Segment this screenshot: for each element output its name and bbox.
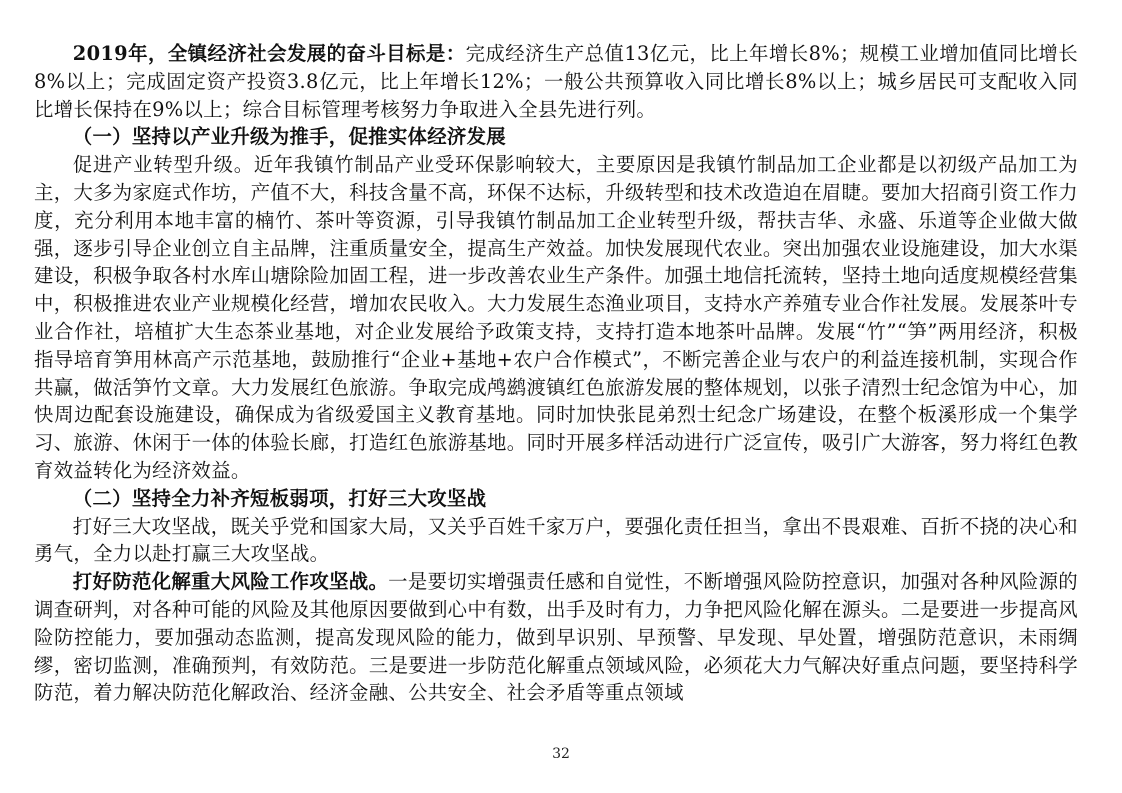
- section1-heading: （一）坚持以产业升级为推手，促推实体经济发展: [72, 125, 506, 149]
- intro-text: 完成经济生产总值13亿元，比上年增长8%；规模工业增加值同比增长8%以上；完成固定资产投资3.8亿元，比上年增长12%；一般公共预算收入同比增长8%以上；城乡居民可支配收入同比增长保持在9%以上；综合目标管理考核努力争取进入全县先进行列。: [34, 42, 1078, 121]
- section2-sub-paragraph: [34, 568, 1078, 707]
- section2-sub-text: 一是要切实增强责任感和自觉性，不断增强风险防控意识，加强对各种风险源的调查研判，对各种可能的风险及其他原因要做到心中有数，出手及时有力，力争把风险化解在源头。二是要进一步提高风险防控能力，要加强动态监测，提高发现风险的能力，做到早识别、早预警、早发现、早处置，增强防范意识，未雨绸缪，密切监测，准确预判，有效防范。三是要进一步防范化解重点领域风险，必须花大力气解决好重点问题，要坚持科学防范，着力解决防范化解政治、经济金融、公共安全、社会矛盾等重点领域: [34, 570, 1078, 705]
- intro-paragraph: [34, 40, 1078, 123]
- page-number: 32: [552, 746, 570, 762]
- intro-lead: 2019年，全镇经济社会发展的奋斗目标是：: [72, 42, 466, 65]
- section2-sub-lead: 打好防范化解重大风险工作攻坚战。: [72, 570, 389, 594]
- section1-paragraph: 促进产业转型升级。近年我镇竹制品产业受环保影响较大，主要原因是我镇竹制品加工企业都是以初级产品加工为主，大多为家庭式作坊，产值不大，科技含量不高，环保不达标，升级转型和技术改造迫在眉睫。要加大招商引资工作力度，充分利用本地丰富的楠竹、茶叶等资源，引导我镇竹制品加工企业转型升级，帮扶吉华、永盛、乐道等企业做大做强，逐步引导企业创立自主品牌，注重质量安全，提高生产效益。加快发展现代农业。突出加强农业设施建设，加大水渠建设，积极争取各村水库山塘除险加固工程，进一步改善农业生产条件。加强土地信托流转，坚持土地向适度规模经营集中，积极推进农业产业规模化经营，增加农民收入。大力发展生态渔业项目，支持水产养殖专业合作社发展。发展茶叶专业合作社，培植扩大生态茶业基地，对企业发展给予政策支持，支持打造本地茶叶品牌。发展“竹”“笋”两用经济，积极指导培育笋用林高产示范基地，鼓励推行“企业+基地+农户合作模式”，不断完善企业与农户的利益连接机制，实现合作共赢，做活笋竹文章。大力发展红色旅游。争取完成鸬鹚渡镇红色旅游发展的整体规划，以张子清烈士纪念馆为中心，加快周边配套设施建设，确保成为省级爱国主义教育基地。同时加快张昆弟烈士纪念广场建设，在整个板溪形成一个集学习、旅游、休闲于一体的体验长廊，打造红色旅游基地。同时开展多样活动进行广泛宣传，吸引广大游客，努力将红色教育效益转化为经济效益。: [34, 153, 1078, 482]
- section2-paragraph: 打好三大攻坚战，既关乎党和国家大局，又关乎百姓千家万户，要强化责任担当，拿出不畏艰难、百折不挠的决心和勇气，全力以赴打赢三大攻坚战。: [34, 514, 1078, 566]
- document-page: [34, 40, 1078, 707]
- section2-heading: （二）坚持全力补齐短板弱项，打好三大攻坚战: [72, 486, 487, 510]
